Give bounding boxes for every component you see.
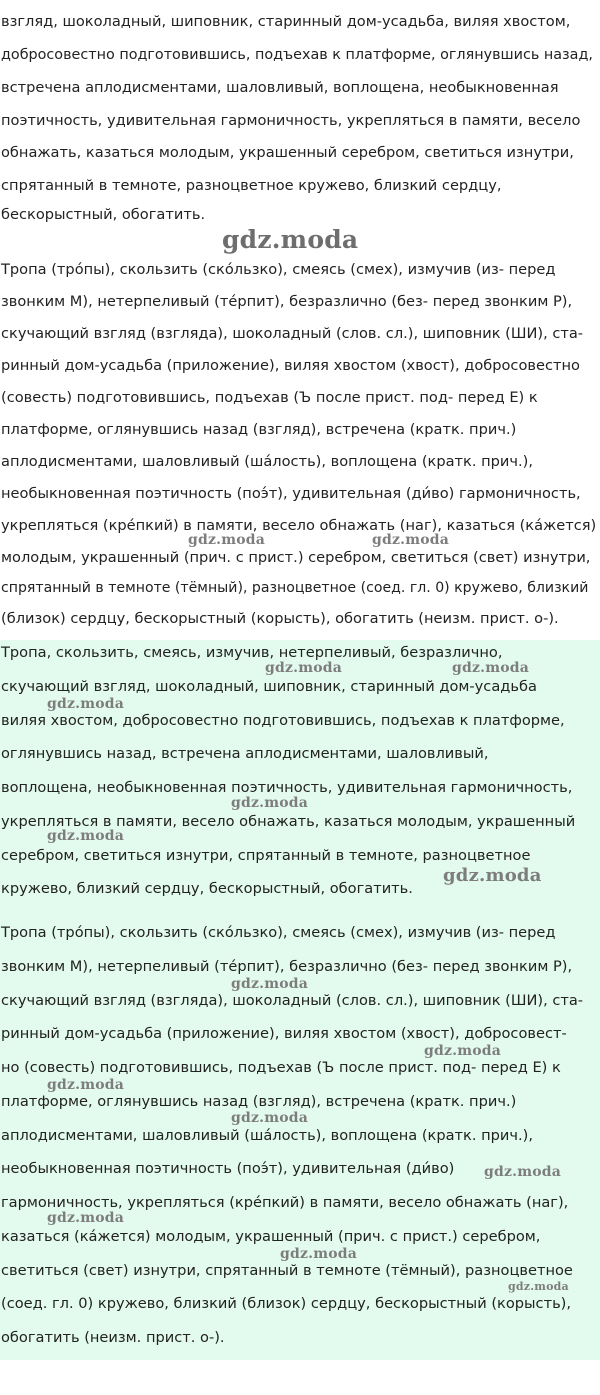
text-line: ринный дом-усадьба (приложение), виляя хвостом (хвост), добросовестно xyxy=(1,357,580,374)
text-line: скучающий взгляд, шоколадный, шиповник, старинный дом-усадьба xyxy=(1,678,537,695)
text-line: молодым, украшенный (прич. с прист.) серебром, светиться (свет) изнутри, xyxy=(1,549,591,566)
watermark-logo: gdz.moda xyxy=(424,1043,502,1059)
text-line: Тропа (тро́пы), скользить (ско́льзко), смеясь (смех), измучив (из- перед xyxy=(1,924,556,941)
text-line: необыкновенная поэтичность (поэ́т), удивительная (ди́во) гармоничность, xyxy=(1,485,581,502)
text-line: (соед. гл. 0) кружево, близкий (близок) сердцу, бескорыстный (корысть), xyxy=(1,1295,571,1312)
text-line: светиться (свет) изнутри, спрятанный в темноте (тёмный), разноцветное xyxy=(1,1262,573,1279)
text-line: бескорыстный, обогатить. xyxy=(1,206,206,223)
text-line: гармоничность, укрепляться (кре́пкий) в памяти, весело обнажать (наг), xyxy=(1,1194,569,1211)
text-line: серебром, светиться изнутри, спрятанный в темноте, разноцветное xyxy=(1,847,531,864)
text-line: укрепляться (кре́пкий) в памяти, весело обнажать (наг), казаться (ка́жется) xyxy=(1,517,597,534)
text-line: аплодисментами, шаловливый (ша́лость), воплощена (кратк. прич.), xyxy=(1,453,534,470)
text-line: казаться (ка́жется) молодым, украшенный (прич. с прист.) серебром, xyxy=(1,1228,541,1245)
watermark-logo: gdz.moda xyxy=(443,865,542,886)
watermark-logo: gdz.moda xyxy=(188,532,266,548)
watermark-logo: gdz.moda xyxy=(452,660,530,676)
text-line: необыкновенная поэтичность (поэ́т), удивительная (ди́во) xyxy=(1,1160,455,1177)
watermark-logo: gdz.moda xyxy=(231,795,309,811)
watermark-logo: gdz.moda xyxy=(231,1110,309,1126)
text-line: скучающий взгляд (взгляда), шоколадный (слов. сл.), шиповник (ШИ), ста- xyxy=(1,992,584,1009)
watermark-logo: gdz.moda xyxy=(372,532,450,548)
answer-block-plain xyxy=(0,0,600,640)
text-line: Тропа (тро́пы), скользить (ско́льзко), смеясь (смех), измучив (из- перед xyxy=(1,261,556,278)
text-line: взгляд, шоколадный, шиповник, старинный дом-усадьба, виляя хвостом, xyxy=(1,13,571,30)
watermark-logo: gdz.moda xyxy=(47,828,125,844)
text-line: обнажать, казаться молодым, украшенный серебром, светиться изнутри, xyxy=(1,144,574,161)
text-line: звонким М), нетерпеливый (те́рпит), безразлично (без- перед звонким Р), xyxy=(1,958,573,975)
watermark-logo: gdz.moda xyxy=(222,225,359,254)
text-line: платформе, оглянувшись назад (взгляд), встречена (кратк. прич.) xyxy=(1,1093,517,1110)
text-line: звонким М), нетерпеливый (те́рпит), безразлично (без- перед звонким Р), xyxy=(1,293,573,310)
text-line: скучающий взгляд (взгляда), шоколадный (слов. сл.), шиповник (ШИ), ста- xyxy=(1,325,584,342)
text-line: Тропа, скользить, смеясь, измучив, нетерпеливый, безразлично, xyxy=(1,644,503,661)
text-line: платформе, оглянувшись назад (взгляд), встречена (кратк. прич.) xyxy=(1,421,517,438)
watermark-logo: gdz.moda xyxy=(508,1280,569,1293)
watermark-logo: gdz.moda xyxy=(484,1164,562,1180)
text-line: встречена аплодисментами, шаловливый, воплощена, необыкновенная xyxy=(1,79,559,96)
text-line: аплодисментами, шаловливый (ша́лость), воплощена (кратк. прич.), xyxy=(1,1127,534,1144)
text-line: добросовестно подготовившись, подъехав к платформе, оглянувшись назад, xyxy=(1,47,593,63)
text-line: но (совесть) подготовившись, подъехав (Ъ после прист. под- перед Е) к xyxy=(1,1059,561,1076)
watermark-logo: gdz.moda xyxy=(265,660,343,676)
text-line: укрепляться в памяти, весело обнажать, казаться молодым, украшенный xyxy=(1,813,576,830)
text-line: воплощена, необыкновенная поэтичность, удивительная гармоничность, xyxy=(1,779,573,796)
text-line: спрятанный в темноте, разноцветное кружево, близкий сердцу, xyxy=(1,177,502,194)
text-line: поэтичность, удивительная гармоничность, укрепляться в памяти, весело xyxy=(1,112,581,129)
text-line: ринный дом-усадьба (приложение), виляя хвостом (хвост), добросовест- xyxy=(1,1025,567,1042)
text-line: спрятанный в темноте (тёмный), разноцветное (соед. гл. 0) кружево, близкий xyxy=(1,580,589,596)
watermark-logo: gdz.moda xyxy=(280,1246,358,1262)
watermark-logo: gdz.moda xyxy=(47,696,125,712)
text-line: (близок) сердцу, бескорыстный (корысть), обогатить (неизм. прист. о-). xyxy=(1,610,559,627)
text-line: виляя хвостом, добросовестно подготовившись, подъехав к платформе, xyxy=(1,712,565,729)
watermark-logo: gdz.moda xyxy=(47,1210,125,1226)
text-line: кружево, близкий сердцу, бескорыстный, обогатить. xyxy=(1,880,413,897)
answer-block-green xyxy=(0,640,600,1360)
text-line: (совесть) подготовившись, подъехав (Ъ после прист. под- перед Е) к xyxy=(1,389,538,406)
watermark-logo: gdz.moda xyxy=(47,1077,125,1093)
text-line: оглянувшись назад, встречена аплодисментами, шаловливый, xyxy=(1,745,489,762)
watermark-logo: gdz.moda xyxy=(231,976,309,992)
text-line: обогатить (неизм. прист. о-). xyxy=(1,1329,225,1346)
